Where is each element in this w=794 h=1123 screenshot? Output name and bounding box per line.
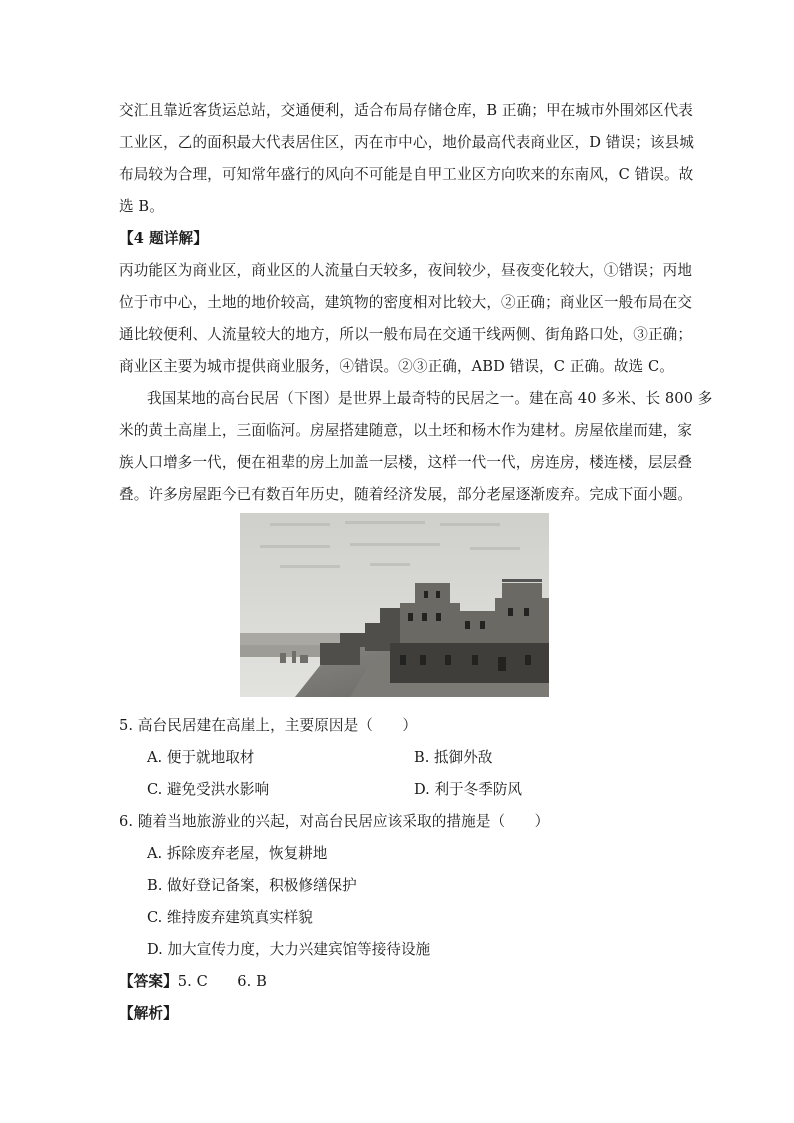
q5-option-d: D. 利于冬季防风 (414, 781, 523, 798)
q4-detail-line-4: 商业区主要为城市提供商业服务，④错误。②③正确，ABD 错误，C 正确。故选 C。 (119, 358, 674, 375)
q4-detail-line-3: 通比较便利、人流量较大的地方，所以一般布局在交通干线两侧、街角路口处，③正确； (119, 326, 693, 343)
q4-detail-line-2: 位于市中心，土地的地价较高，建筑物的密度相对比较大，②正确；商业区一般布局在交 (119, 294, 693, 311)
q6-option-d: D. 加大宣传力度，大力兴建宾馆等接待设施 (147, 941, 431, 958)
q5-stem: 5. 高台民居建在高崖上，主要原因是（ ） (119, 717, 418, 734)
analysis-label: 【解析】 (119, 1005, 178, 1022)
answer-value: 5. C 6. B (177, 973, 267, 990)
q6-option-b: B. 做好登记备案，积极修缮保护 (147, 877, 357, 894)
q4-detail-line-1: 丙功能区为商业区，商业区的人流量白天较多，夜间较少，昼夜变化较大，①错误；丙地 (119, 262, 693, 279)
intro-line-4: 叠。许多房屋距今已有数百年历史，随着经济发展，部分老屋逐渐废弃。完成下面小题。 (119, 486, 693, 503)
prev-paragraph-line-3: 布局较为合理，可知常年盛行的风向不可能是自甲工业区方向吹来的东南风，C 错误。故 (119, 166, 694, 183)
answer-label: 【答案】 (119, 973, 178, 990)
answer-line (119, 972, 679, 992)
q4-detail-heading: 【4 题详解】 (119, 230, 208, 247)
prev-paragraph-line-1: 交汇且靠近客货运总站，交通便利，适合布局存储仓库，B 正确；甲在城市外围郊区代表 (119, 102, 693, 119)
q6-stem: 6. 随着当地旅游业的兴起，对高台民居应该采取的措施是（ ） (119, 813, 550, 830)
q5-option-a: A. 便于就地取材 (147, 749, 255, 766)
q6-option-c: C. 维持废弃建筑真实样貌 (147, 909, 313, 926)
prev-paragraph-line-4: 选 B。 (119, 198, 164, 215)
q5-option-c: C. 避免受洪水影响 (147, 781, 270, 798)
prev-paragraph-line-2: 工业区，乙的面积最大代表居住区，丙在市中心，地价最高代表商业区，D 错误；该县城 (119, 134, 694, 151)
q5-option-b: B. 抵御外敌 (414, 749, 493, 766)
gaotai-dwellings-photo (240, 513, 549, 697)
intro-line-1: 我国某地的高台民居（下图）是世界上最奇特的民居之一。建在高 40 多米、长 800 多 (147, 390, 713, 407)
q6-option-a: A. 拆除废弃老屋，恢复耕地 (147, 845, 328, 862)
intro-line-2: 米的黄土高崖上，三面临河。房屋搭建随意，以土坯和杨木作为建材。房屋依崖而建，家 (119, 422, 693, 439)
intro-line-3: 族人口增多一代，便在祖辈的房上加盖一层楼，这样一代一代，房连房，楼连楼，层层叠 (119, 454, 693, 471)
